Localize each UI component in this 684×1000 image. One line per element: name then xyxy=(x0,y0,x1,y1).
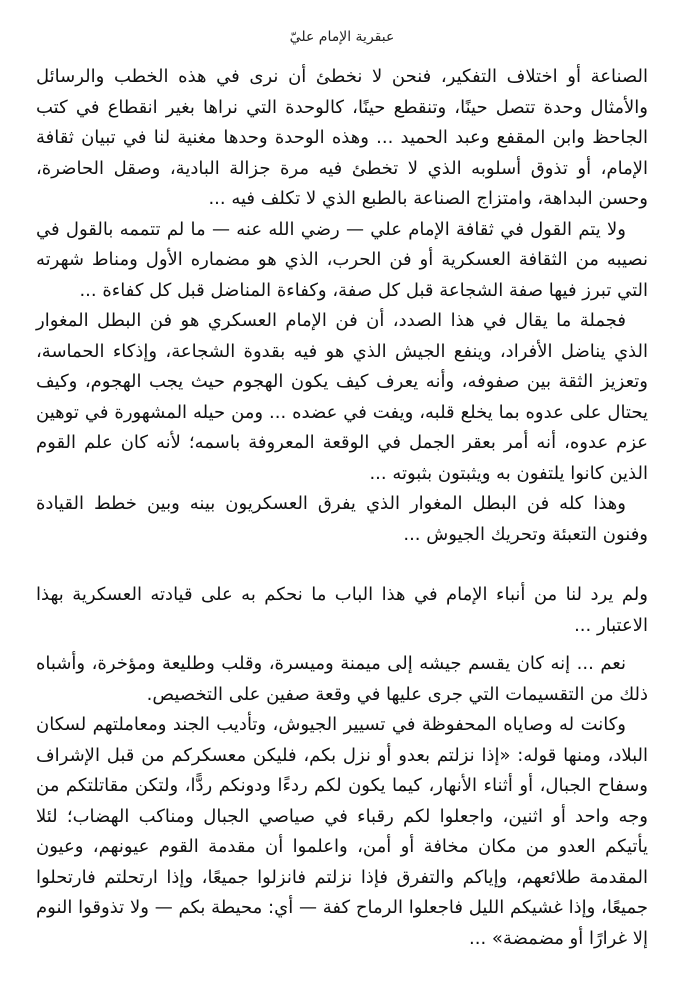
body-text xyxy=(36,62,648,954)
running-header-title: عبقرية الإمام عليّ xyxy=(289,29,395,45)
paragraph-gap xyxy=(36,641,648,649)
paragraph-7: وكانت له وصاياه المحفوظة في تسيير الجيوش، وتأديب الجند ومعاملتهم لسكان البلاد، ومنها قوله: «إذا نزلتم بعدو أو نزل بكم، فليكن معسكركم من قبل الإشراف وسفاح الجبال، أو أثناء الأنهار، كيما يكون لكم ردءًا ودونكم ردًّا، ولتكن مقاتلتكم من وجه واحد أو اثنين، واجعلوا لكم رقباء في صياصي الجبال ومناكب الهضاب؛ لئلا يأتيكم العدو من مكان مخافة أو أمن، واعلموا أن مقدمة القوم عيونهم، وعيون المقدمة طلائعهم، وإياكم والتفرق فإذا نزلتم فانزلوا جميعًا، وإذا ارتحلتم فارتحلوا جميعًا، وإذا غشيكم الليل فاجعلوا الرماح كفة — أي: محيطة بكم — ولا تذوقوا النوم إلا غرارًا أو مضمضة» ... xyxy=(36,714,648,949)
paragraph-1: الصناعة أو اختلاف التفكير، فنحن لا نخطئ أن نرى في هذه الخطب والرسائل والأمثال وحدة تتصل حينًا، وتنقطع حينًا، كالوحدة التي نراها بغير انقطاع في كتب الجاحظ وابن المقفع وعبد الحميد ... وهذه الوحدة وحدها مغنية لنا في تبيان ثقافة الإمام، أو تذوق أسلوبه الذي لا تخطئ فيه مرة جزالة البادية، وصقل الحاضرة، وحسن البداهة، وامتزاج الصناعة بالطبع الذي لا تكلف فيه ... xyxy=(36,66,648,209)
paragraph-6: نعم ... إنه كان يقسم جيشه إلى ميمنة وميسرة، وقلب وطليعة ومؤخرة، وأشباه ذلك من التقسيمات التي جرى عليها في وقعة صفين على التخصيص. xyxy=(36,653,648,705)
section-gap xyxy=(36,550,648,580)
paragraph-4: وهذا كله فن البطل المغوار الذي يفرق العسكريون بينه وبين خطط القيادة وفنون التعبئة وتحريك الجيوش ... xyxy=(36,493,648,545)
paragraph-3: فجملة ما يقال في هذا الصدد، أن فن الإمام العسكري هو فن البطل المغوار الذي يناضل الأفراد، وينفع الجيش الذي هو فيه بقدوة الشجاعة، وإذكاء الحماسة، وتعزيز الثقة بين صفوفه، وأنه يعرف كيف يكون الهجوم حيث يجب الهجوم، وكيف يحتال على عدوه بما يخلع قلبه، ويفت في عضده ... ومن حيله المشهورة في توهين عزم عدوه، أنه أمر بعقر الجمل في الوقعة المعروفة باسمه؛ لأنه كان علم القوم الذين كانوا يلتفون به ويثبتون بثبوته ... xyxy=(36,310,648,484)
paragraph-2: ولا يتم القول في ثقافة الإمام علي — رضي الله عنه — ما لم تتممه بالقول في نصيبه من الثقافة العسكرية أو فن الحرب، الذي هو مضماره الأول ومناط شهرته التي تبرز فيها صفة الشجاعة قبل كل صفة، وكفاءة المناضل قبل كل كفاءة ... xyxy=(36,218,648,301)
paragraph-5: ولم يرد لنا من أنباء الإمام في هذا الباب ما نحكم به على قيادته العسكرية بهذا الاعتبار ... xyxy=(36,584,648,636)
